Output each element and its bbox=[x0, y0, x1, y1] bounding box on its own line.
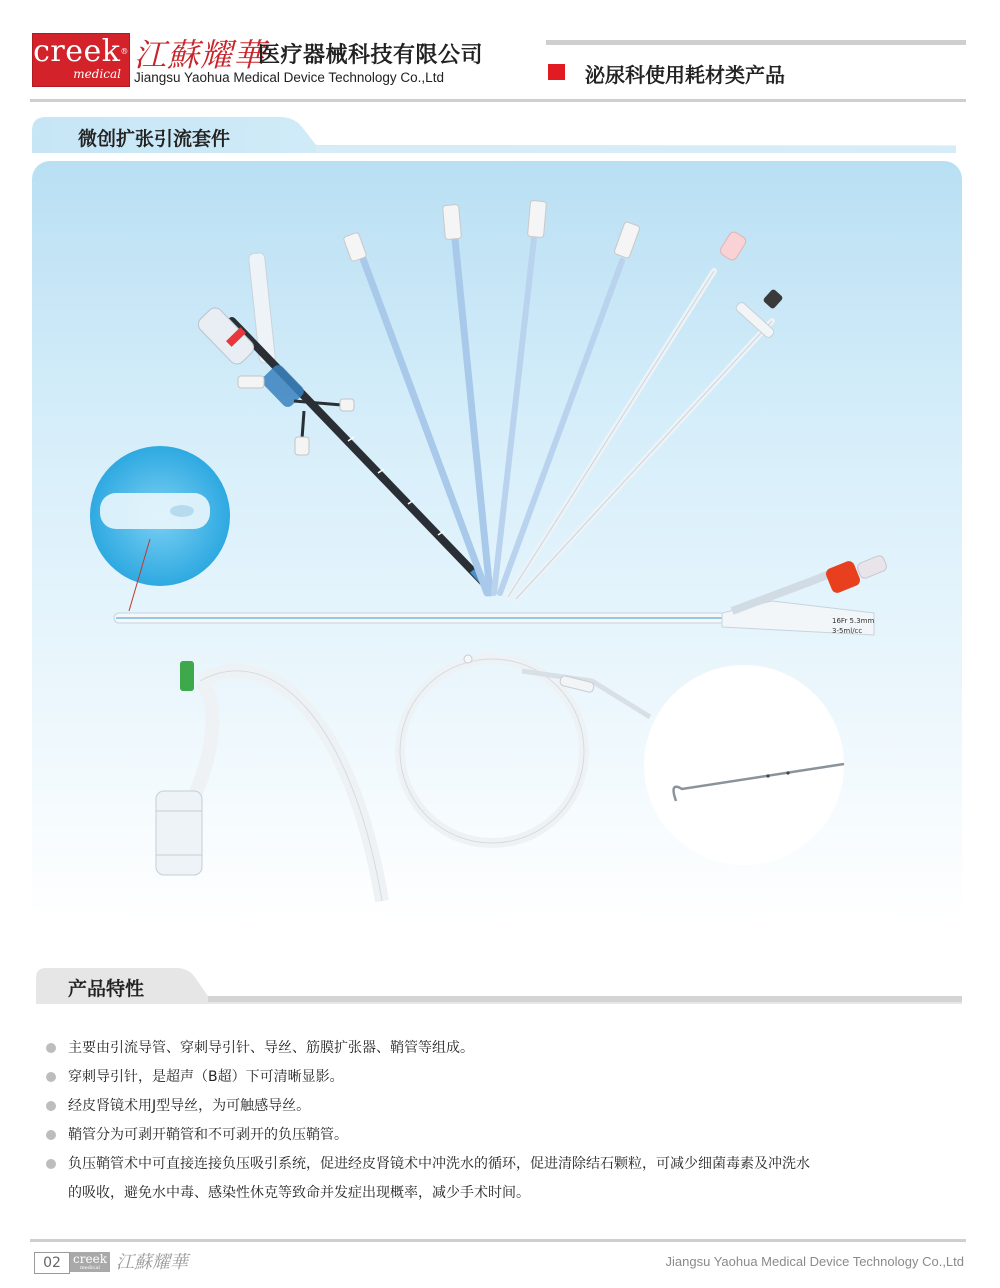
company-calligraphy: 江蘇耀華 bbox=[134, 36, 267, 74]
logo-sub-text: medical bbox=[73, 67, 121, 81]
features-header bbox=[36, 968, 962, 1004]
footer-company-name: Jiangsu Yaohua Medical Device Technology Co.,Ltd bbox=[665, 1254, 964, 1269]
j-guidewire-tip-zoom bbox=[644, 665, 844, 865]
feature-item: 主要由引流导管、穿刺导引针、导丝、筋膜扩张器、鞘管等组成。 bbox=[46, 1034, 926, 1063]
header-divider-top bbox=[546, 40, 966, 45]
section-tab bbox=[32, 117, 956, 153]
page-header bbox=[0, 0, 1000, 110]
category-marker bbox=[548, 64, 565, 80]
catheter-label-volume: 3-5ml/cc bbox=[832, 627, 863, 635]
feature-item: 负压鞘管术中可直接连接负压吸引系统，促进经皮肾镜术中冲洗水的循环，促进清除结石颗粒，可减少细菌毒素及冲洗水 的吸收，避免水中毒、感染性休克等致命并发症出现概率，减少手术时间。 bbox=[46, 1150, 926, 1208]
footer-logo: creek medical bbox=[70, 1252, 110, 1272]
company-name-cn: 医疗器械科技有限公司 bbox=[258, 43, 484, 68]
page-number: 02 bbox=[34, 1252, 70, 1274]
footer-divider bbox=[30, 1239, 966, 1242]
feature-item: 鞘管分为可剥开鞘管和不可剥开的负压鞘管。 bbox=[46, 1121, 926, 1150]
creek-logo bbox=[32, 33, 130, 87]
bullet-icon bbox=[46, 1130, 56, 1140]
bullet-icon bbox=[46, 1159, 56, 1169]
features-tab-shape bbox=[36, 968, 962, 1004]
company-name-en: Jiangsu Yaohua Medical Device Technology Co.,Ltd bbox=[134, 70, 444, 85]
features-title: 产品特性 bbox=[68, 978, 145, 1000]
header-divider-bottom bbox=[30, 99, 966, 102]
logo-main-text: creek® bbox=[33, 34, 129, 69]
feature-item: 经皮肾镜术用J型导丝，为可触感导丝。 bbox=[46, 1092, 926, 1121]
bullet-icon bbox=[46, 1101, 56, 1111]
footer-calligraphy: 江蘇耀華 bbox=[116, 1252, 188, 1273]
section-title: 微创扩张引流套件 bbox=[78, 128, 231, 150]
bullet-icon bbox=[46, 1072, 56, 1082]
category-title: 泌尿科使用耗材类产品 bbox=[585, 63, 785, 87]
features-list bbox=[46, 1034, 926, 1208]
bullet-icon bbox=[46, 1043, 56, 1053]
feature-item: 穿刺导引针，是超声（B超）下可清晰显影。 bbox=[46, 1063, 926, 1092]
product-image-panel bbox=[32, 161, 962, 921]
catheter-label-size: 16Fr 5.3mm bbox=[832, 617, 875, 625]
